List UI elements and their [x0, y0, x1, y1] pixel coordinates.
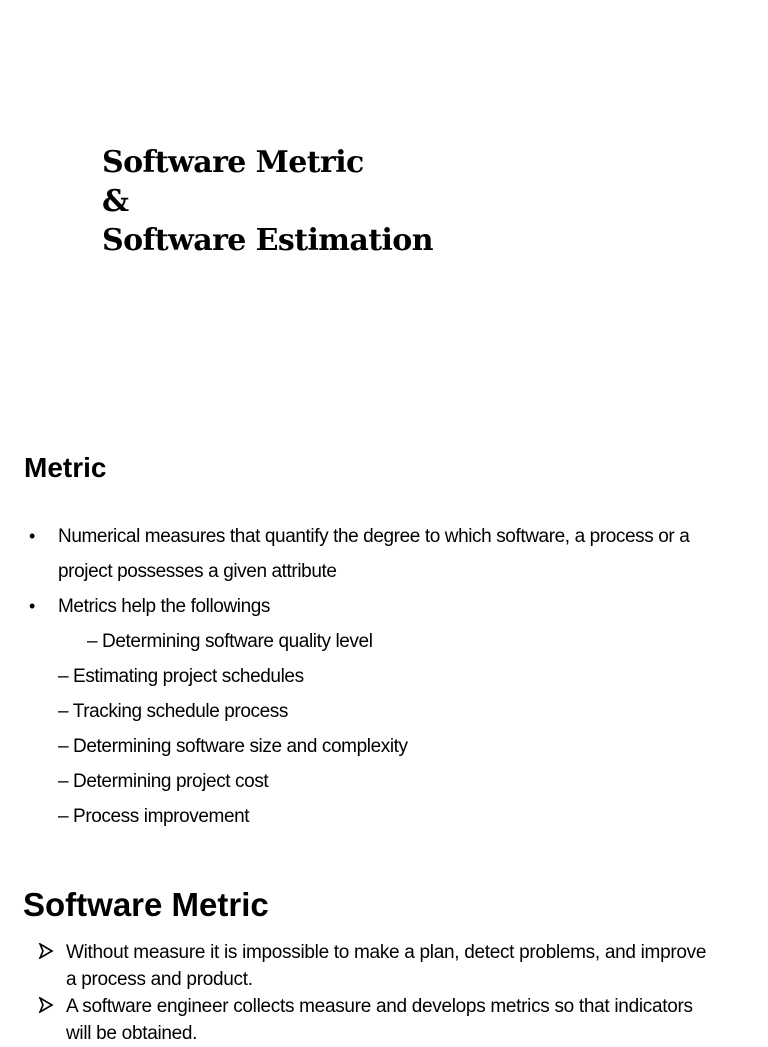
- software-metric-heading: Software Metric: [23, 886, 269, 923]
- sub-item: – Determining software quality level: [87, 631, 373, 652]
- bullet-item: [0, 519, 768, 554]
- metric-heading: Metric: [24, 452, 107, 483]
- title-line-3: Software Estimation: [102, 223, 433, 258]
- arrow-bullet-text: [66, 939, 716, 993]
- sub-item: – Tracking schedule process: [58, 701, 288, 722]
- title-line-1: Software Metric: [102, 145, 364, 180]
- sub-item: – Estimating project schedules: [58, 666, 304, 687]
- title-line-2: &: [102, 184, 129, 219]
- bullet-text-continued: project possesses a given attribute: [58, 561, 337, 582]
- arrow-bullet-text: [66, 993, 716, 1047]
- bullet-text: Numerical measures that quantify the degree to which software, a process or a: [58, 526, 690, 547]
- arrow-bullet-icon: [38, 997, 54, 1013]
- arrow-bullet-line: will be obtained.: [66, 1023, 198, 1044]
- document-title: [102, 143, 433, 260]
- arrow-bullet-line: a process and product.: [66, 969, 253, 990]
- arrow-bullet-line: A software engineer collects measure and develops metrics so that indicators: [66, 996, 693, 1017]
- bullet-dot-icon: •: [29, 526, 36, 546]
- bullet-dot-icon: •: [29, 596, 36, 616]
- arrow-bullet-item: [0, 939, 768, 993]
- sub-item: – Determining software size and complexity: [58, 736, 408, 757]
- bullet-item: [0, 589, 768, 624]
- arrow-bullet-item: [0, 993, 768, 1047]
- arrow-bullet-line: Without measure it is impossible to make a plan, detect problems, and improve: [66, 942, 707, 963]
- bullet-text: Metrics help the followings: [58, 596, 271, 617]
- arrow-bullet-icon: [38, 943, 54, 959]
- sub-item: – Determining project cost: [58, 771, 269, 792]
- bullet-continuation: [0, 554, 768, 589]
- sub-item: – Process improvement: [58, 806, 250, 827]
